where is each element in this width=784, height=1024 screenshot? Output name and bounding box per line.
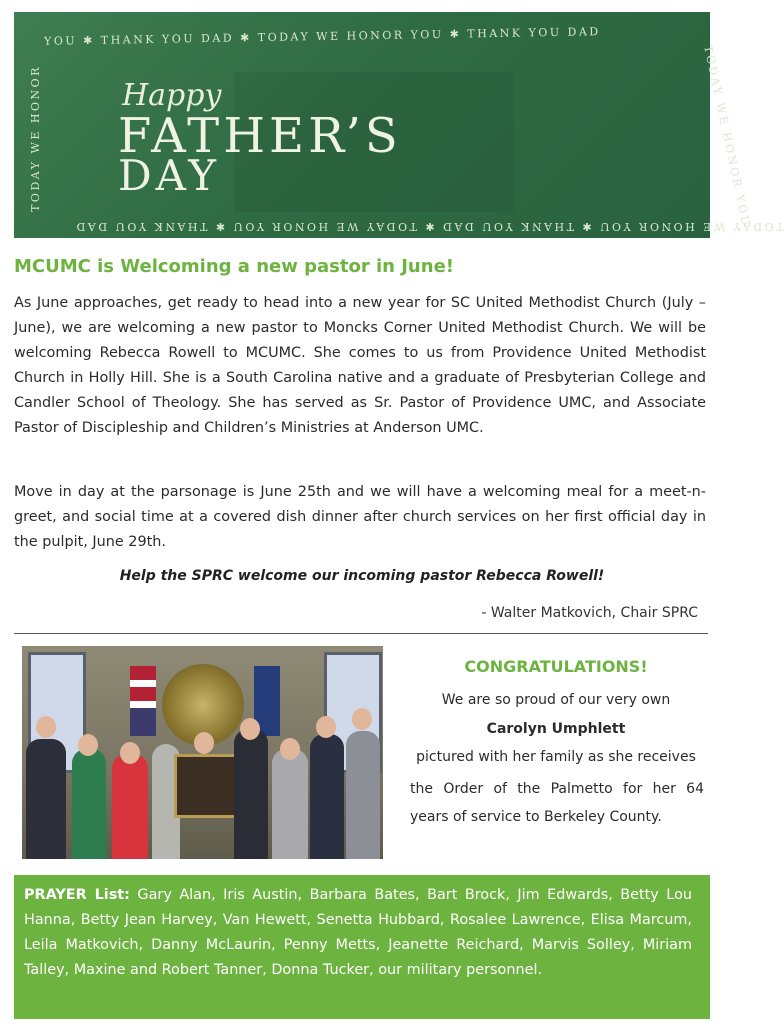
congrats-body: the Order of the Palmetto for her 64 years of service to Berkeley County. [410,781,704,825]
photo-person-head [120,742,140,764]
prayer-list-text [24,883,692,983]
photo-person [234,729,268,859]
banner-title-line2: DAY [118,151,221,200]
photo-person [72,749,106,859]
photo-person [346,731,380,859]
photo-person-head [36,716,56,738]
article-signature: - Walter Matkovich, Chair SPRC [481,605,698,621]
banner-script-word: Happy [122,78,222,113]
banner-border-top: YOU ✱ THANK YOU DAD ✱ TODAY WE HONOR YOU ✱ THANK YOU DAD [43,25,601,48]
photo-person-head [78,734,98,756]
article-paragraph-1: As June approaches, get ready to head into a new year for SC United Methodist Church (July – June), we are welcoming a new pastor to Moncks Corner United Methodist Church. We will be welcoming Rebecca Rowell to MCUMC. She comes to us from Providence United Methodist Church in Holly Hill. She is a South Carolina native and a graduate of Presbyterian College and Candler School of Theology. She has served as Sr. Pastor of Providence UMC, and Associate Pastor of Discipleship and Children’s Ministries at Anderson UMC. [14,295,706,436]
prayer-list-box [14,875,710,1019]
section-divider [14,633,708,634]
family-photo [22,646,383,859]
article-callout: Help the SPRC welcome our incoming pastor Rebecca Rowell! [119,568,605,584]
photo-person [310,734,344,859]
congrats-title: CONGRATULATIONS! [464,657,648,676]
banner-border-bottom: TODAY WE HONOR YOU ✱ THANK YOU DAD ✱ TODAY WE HONOR YOU ✱ THANK YOU DAD [74,220,784,233]
photo-person [112,754,148,859]
congrats-honoree-name: Carolyn Umphlett [486,721,626,737]
photo-certificate [174,754,240,818]
photo-person-head [194,732,214,754]
article-paragraph-2: Move in day at the parsonage is June 25th and we will have a welcoming meal for a meet-n-greet, and social time at a covered dish dinner after church services on her first official day in the pulpit, June 29th. [14,484,706,550]
fathers-day-banner [14,12,784,238]
congrats-line-1: We are so proud of our very own [441,692,671,708]
congrats-line-3: pictured with her family as she receives [416,749,696,765]
prayer-list-names: Gary Alan, Iris Austin, Barbara Bates, Bart Brock, Jim Edwards, Betty Lou Hanna, Betty Jean Harvey, Van Hewett, Senetta Hubbard, Rosalee Lawrence, Elisa Marcum, Leila Matkovich, Danny McLaurin, Penny Metts, Jeanette Reichard, Marvis Solley, Miriam Talley, Maxine and Robert Tanner, Donna Tucker, our military personnel. [24,887,692,978]
banner-border-right: TODAY WE HONOR YOU [701,44,753,229]
photo-person-head [352,708,372,730]
photo-flag-us [130,666,156,736]
photo-person [272,749,308,859]
photo-person-head [280,738,300,760]
banner-border-left: TODAY WE HONOR [28,65,42,212]
banner-title-line1: FATHER’S [118,108,402,164]
prayer-list-label: PRAYER List: [24,887,130,903]
photo-person [26,739,66,859]
photo-person-head [240,718,260,740]
photo-person-head [316,716,336,738]
article-headline: MCUMC is Welcoming a new pastor in June! [14,256,454,277]
